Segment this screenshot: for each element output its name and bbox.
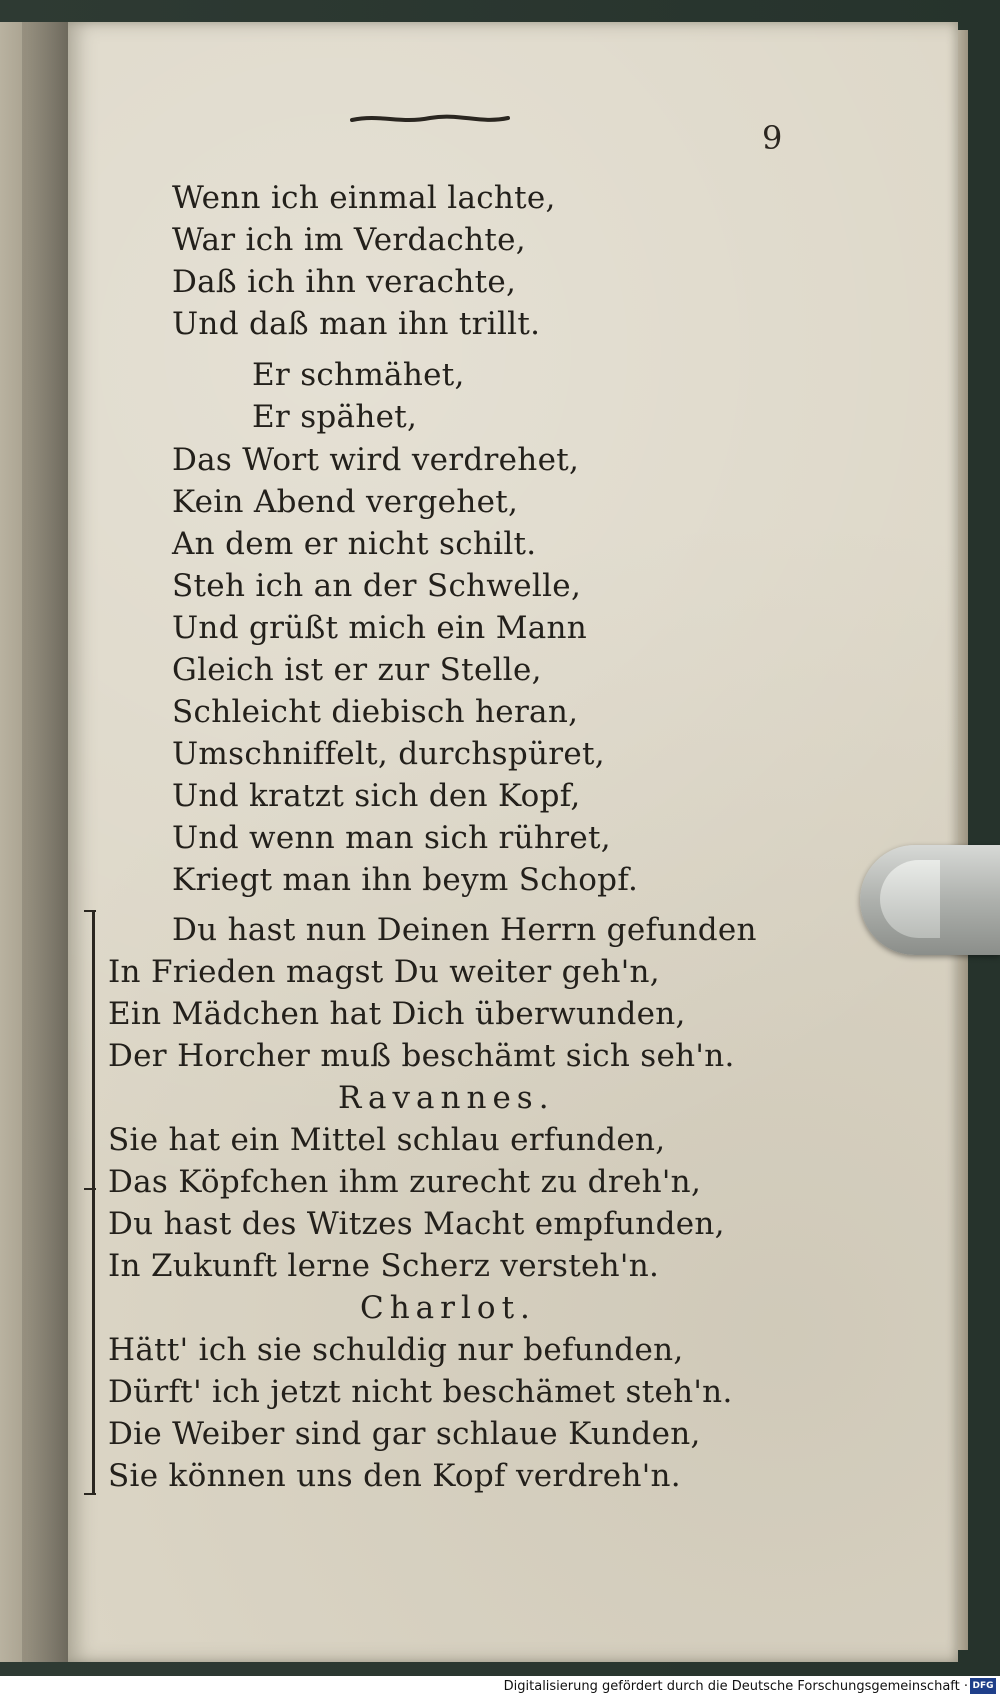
verse-line: Und wenn man sich rühret, — [172, 820, 611, 856]
verse-line: Steh ich an der Schwelle, — [172, 568, 582, 604]
verse-bracket — [92, 910, 95, 1495]
verse-line: In Zukunft lerne Scherz versteh'n. — [108, 1248, 660, 1284]
verse-line: War ich im Verdachte, — [172, 222, 526, 258]
verse-line: Der Horcher muß beschämt sich seh'n. — [108, 1038, 735, 1074]
bracket-mid — [84, 1188, 96, 1190]
verse-line: Die Weiber sind gar schlaue Kunden, — [108, 1416, 701, 1452]
bracket-top — [84, 910, 96, 912]
verse-line: Sie hat ein Mittel schlau erfunden, — [108, 1122, 666, 1158]
verse-line: Schleicht diebisch heran, — [172, 694, 579, 730]
verse-line: Er spähet, — [252, 399, 418, 435]
verse-line: Kriegt man ihn beym Schopf. — [172, 862, 639, 898]
verse-line: Kein Abend vergehet, — [172, 484, 519, 520]
speaker-name: Ravannes. — [338, 1080, 555, 1116]
verse-line: Das Köpfchen ihm zurecht zu dreh'n, — [108, 1164, 702, 1200]
verse-line: Daß ich ihn verachte, — [172, 264, 517, 300]
verse-line: Wenn ich einmal lachte, — [172, 180, 556, 216]
verse-line: Und kratzt sich den Kopf, — [172, 778, 581, 814]
verse-line: Er schmähet, — [252, 357, 465, 393]
page-number: 9 — [762, 119, 783, 157]
bracket-bottom — [84, 1493, 96, 1495]
verse-line: An dem er nicht schilt. — [172, 526, 537, 562]
verse-line: Das Wort wird verdrehet, — [172, 442, 580, 478]
verse-line: Ein Mädchen hat Dich überwunden, — [108, 996, 686, 1032]
verse-line: Umschniffelt, durchspüret, — [172, 736, 605, 772]
verse-line: Sie können uns den Kopf verdreh'n. — [108, 1458, 681, 1494]
dfg-logo: DFG — [970, 1678, 996, 1694]
funding-credit: Digitalisierung gefördert durch die Deutsche Forschungsgemeinschaft · — [503, 1679, 968, 1694]
verse-line: Du hast nun Deinen Herrn gefunden — [172, 912, 757, 948]
verse-line: In Frieden magst Du weiter geh'n, — [108, 954, 660, 990]
speaker-name: Charlot. — [360, 1290, 536, 1326]
verse-line: Du hast des Witzes Macht empfunden, — [108, 1206, 725, 1242]
verse-line: Dürft' ich jetzt nicht beschämet steh'n. — [108, 1374, 733, 1410]
verse-line: Und grüßt mich ein Mann — [172, 610, 588, 646]
verse-line: Hätt' ich sie schuldig nur befunden, — [108, 1332, 684, 1368]
verse-line: Gleich ist er zur Stelle, — [172, 652, 542, 688]
verse-line: Und daß man ihn trillt. — [172, 306, 541, 342]
